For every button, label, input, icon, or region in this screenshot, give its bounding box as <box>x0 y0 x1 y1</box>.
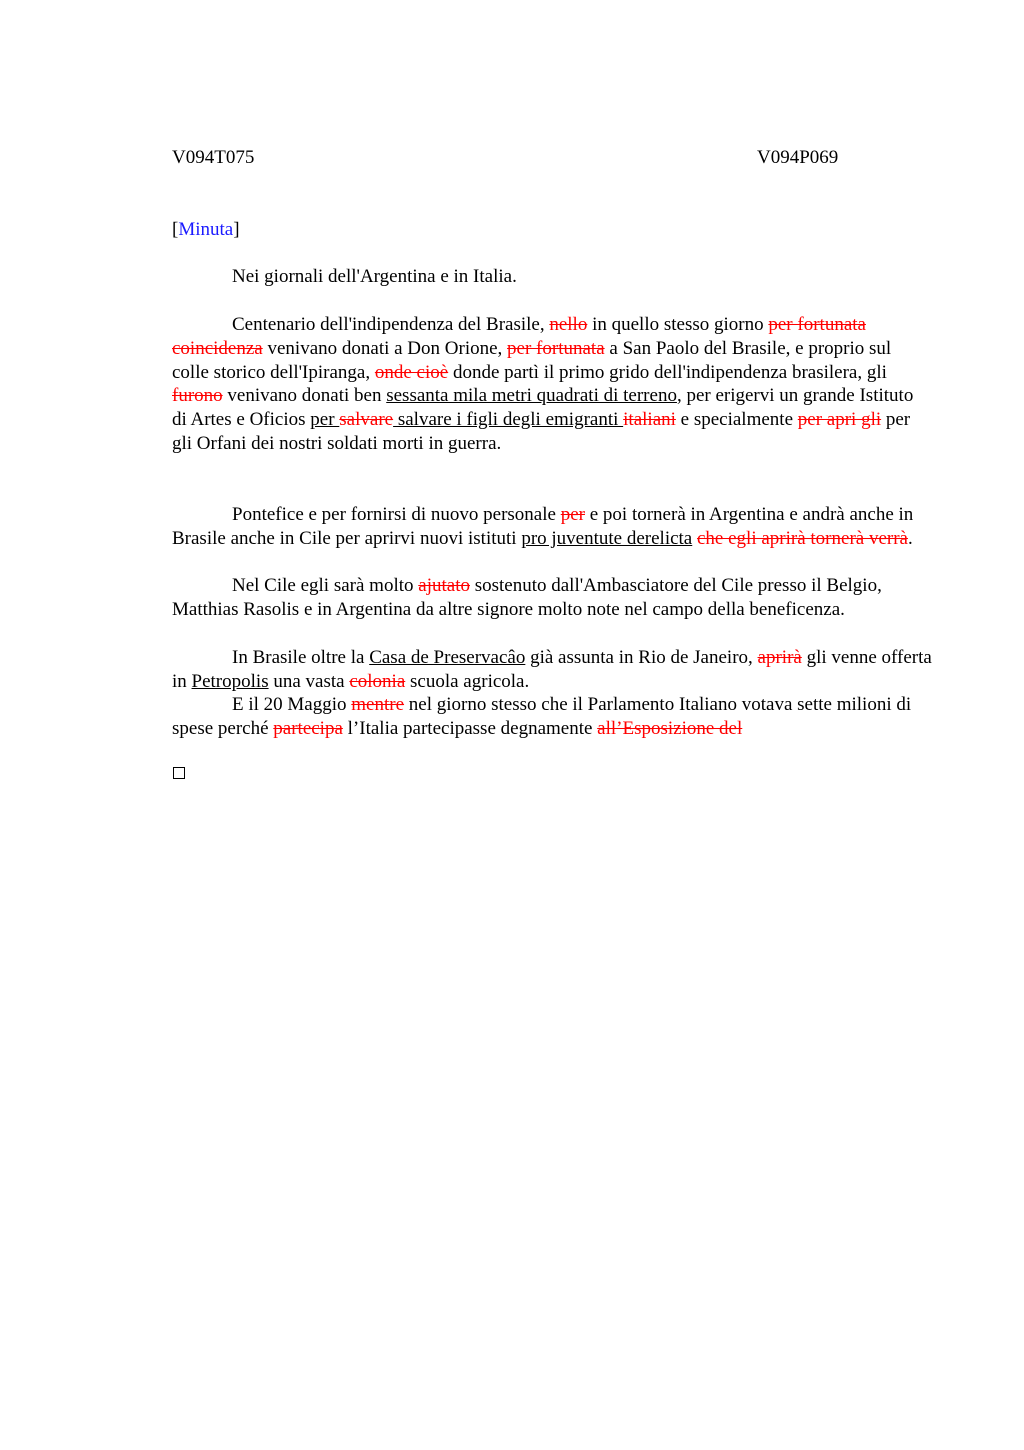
paragraph-maggio <box>172 693 932 741</box>
text-span: Pontefice e per fornirsi di nuovo personale <box>232 504 561 525</box>
text-span: a San Paolo del Brasile, e proprio sul colle storico dell'Ipiranga, <box>172 337 892 383</box>
intro-text: Nei giornali dell'Argentina e in Italia. <box>232 266 517 287</box>
document-code-right: V094P069 <box>757 147 839 168</box>
deleted-text: furono <box>172 385 223 407</box>
minuta-label <box>172 218 240 242</box>
underlined-text: pro juventute derelicta <box>521 527 693 549</box>
text-span: in quello stesso giorno <box>587 314 769 335</box>
paragraph-intro <box>172 265 992 289</box>
paragraph-cile <box>172 574 932 622</box>
text-span: , per erigervi un grande Istituto di Artes e Oficios <box>172 385 914 431</box>
paragraph-brasile <box>172 646 932 694</box>
text-span: E il 20 Maggio <box>232 694 352 715</box>
document-code-left: V094T075 <box>172 147 255 168</box>
paragraph-pontefice <box>172 503 932 551</box>
text-span: . <box>907 527 913 549</box>
text-span: donde partì il primo grido dell'indipendenza brasilera, gli <box>448 361 887 383</box>
deleted-text: per fortunata <box>507 337 605 359</box>
paragraph-centenario <box>172 313 932 456</box>
text-span: per gli Orfani dei nostri soldati morti in guerra. <box>172 409 911 454</box>
bracket-close: ] <box>233 219 240 240</box>
text-span: venivano donati ben <box>222 385 387 407</box>
deleted-text: per <box>560 504 585 525</box>
deleted-text: per fortunata coincidenza <box>172 314 866 359</box>
text-span: e specialmente <box>675 409 798 431</box>
underlined-text: Casa de Preservacâo <box>369 647 526 668</box>
text-span: sostenuto dall'Ambasciatore del Cile presso il Belgio, Matthias Rasolis e in Argentina da altre signore molto note nel campo della beneficenza. <box>172 575 882 620</box>
deleted-text: salvare <box>339 409 394 431</box>
text-span: e poi tornerà in Argentina e andrà anche in Brasile anche in Cile per aprirvi nuovi istituti <box>172 504 914 549</box>
deleted-text: mentre <box>351 694 405 715</box>
checkbox-square-icon <box>173 767 185 779</box>
text-span: scuola agricola. <box>405 670 530 692</box>
text-span: una vasta <box>268 670 350 692</box>
text-span: gli venne offerta in <box>172 647 932 692</box>
deleted-text: onde cioè <box>374 361 449 383</box>
bracket-open: [ <box>172 219 179 240</box>
deleted-text: per apri gli <box>797 409 882 431</box>
deleted-text: che egli aprirà tornerà verrà <box>697 527 908 549</box>
deleted-text: colonia <box>349 670 406 692</box>
underlined-text: per <box>310 409 340 431</box>
minuta-word: Minuta <box>178 219 234 240</box>
text-span: Nel Cile egli sarà molto <box>232 575 419 596</box>
text-span: l’Italia partecipasse degnamente <box>342 717 598 739</box>
deleted-text: nello <box>549 314 588 335</box>
text-span: Centenario dell'indipendenza del Brasile, <box>232 314 550 335</box>
deleted-text: italiani <box>623 409 676 431</box>
deleted-text: aprirà <box>757 647 802 668</box>
underlined-text: sessanta mila metri quadrati di terreno <box>386 385 677 407</box>
underlined-text: salvare i figli degli emigranti <box>393 409 624 431</box>
text-span: già assunta in Rio de Janeiro, <box>525 647 758 668</box>
text-span: nel giorno stesso che il Parlamento Italiano votava sette milioni di spese perché <box>172 694 912 739</box>
text-span: venivano donati a Don Orione, <box>262 337 508 359</box>
deleted-text: ajutato <box>418 575 470 596</box>
underlined-text: Petropolis <box>191 670 269 692</box>
deleted-text: all’Esposizione del <box>597 717 743 739</box>
deleted-text: partecipa <box>273 717 343 739</box>
text-span: In Brasile oltre la <box>232 647 370 668</box>
